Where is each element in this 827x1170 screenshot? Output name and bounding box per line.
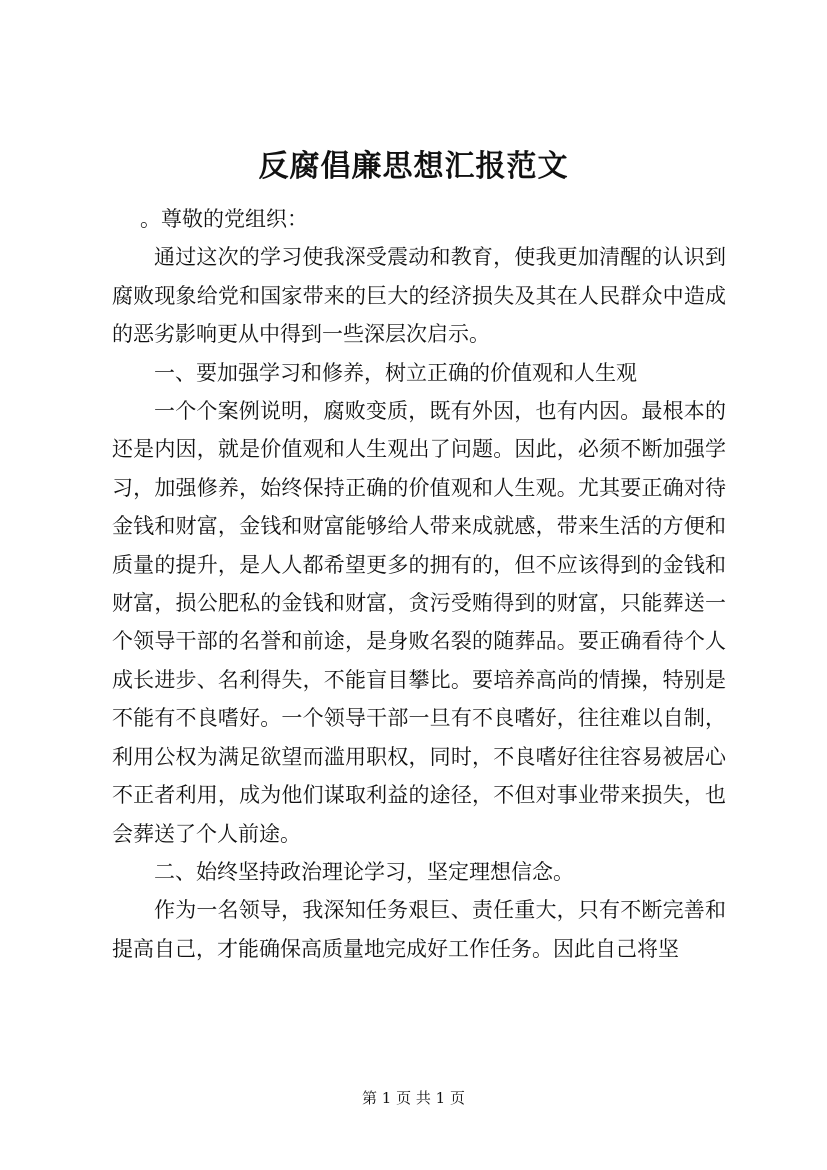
greeting-line: 。尊敬的党组织： <box>140 207 308 231</box>
document-title: 反腐倡廉思想汇报范文 <box>258 149 569 184</box>
paragraph-section-1: 一个个案例说明，腐败变质，既有外因，也有内因。最根本的还是内因，就是价值观和人生观出了问题。因此，必须不断加强学习，加强修养，始终保持正确的价值观和人生观。尤其要正确对待金钱和财富，金钱和财富能够给人带来成就感，带来生活的方便和质量的提升，是人人都希望更多的拥有的，但不应该得到的金钱和财富，损公肥私的金钱和财富，贪污受贿得到的财富，只能葬送一个领导干部的名誉和前途，是身败名裂的随葬品。要正确看待个人成长进步、名利得失，不能盲目攀比。要培养高尚的情操，特别是不能有不良嗜好。一个领导干部一旦有不良嗜好，往往难以自制，利用公权为满足欲望而滥用职权，同时，不良嗜好往往容易被居心不正者利用，成为他们谋取利益的途径，不但对事业带来损失，也会葬送了个人前途。 <box>112 399 726 846</box>
page-number-footer: 第 1 页 共 1 页 <box>362 1089 465 1107</box>
paragraph-section-2: 作为一名领导，我深知任务艰巨、责任重大，只有不断完善和提高自己，才能确保高质量地完成好工作任务。因此自己将坚 <box>112 898 726 961</box>
section-heading-2: 二、始终坚持政治理论学习，坚定理想信念。 <box>154 859 574 884</box>
paragraph-intro: 通过这次的学习使我深受震动和教育，使我更加清醒的认识到腐败现象给党和国家带来的巨大的经济损失及其在人民群众中造成的恶劣影响更从中得到一些深层次启示。 <box>112 245 726 347</box>
section-heading-1: 一、要加强学习和修养，树立正确的价值观和人生观 <box>154 360 637 385</box>
document-body <box>112 200 726 968</box>
